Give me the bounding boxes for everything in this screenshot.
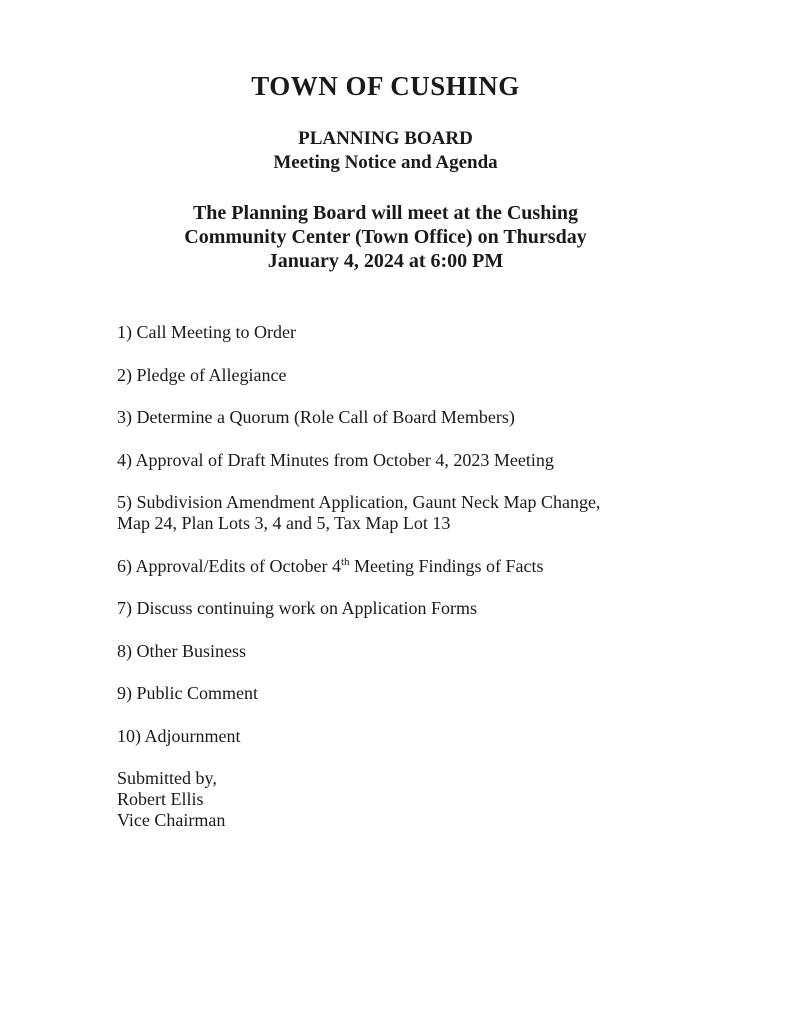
agenda-item-5 xyxy=(117,492,701,534)
agenda-item-2: 2) Pledge of Allegiance xyxy=(117,364,287,385)
agenda-item-6-text: 6) Approval/Edits of October 4 xyxy=(117,555,341,576)
subtitle-board-line: PLANNING BOARD xyxy=(298,128,473,149)
intro-line-3: January 4, 2024 at 6:00 PM xyxy=(267,250,504,272)
agenda-item-5-line-1: 5) Subdivision Amendment Application, Gaunt Neck Map Change, xyxy=(117,492,601,512)
agenda-item-6 xyxy=(117,556,701,577)
meeting-intro xyxy=(0,201,771,273)
agenda-item-4: 4) Approval of Draft Minutes from October 4, 2023 Meeting xyxy=(117,449,554,470)
agenda-item-5-line-2: Map 24, Plan Lots 3, 4 and 5, Tax Map Lot 13 xyxy=(117,513,451,533)
agenda-item-10: 10) Adjournment xyxy=(117,725,241,746)
signature-block xyxy=(117,768,791,831)
agenda-item-9: 9) Public Comment xyxy=(117,683,258,703)
agenda-item-8: 8) Other Business xyxy=(117,640,246,661)
signature-role: Vice Chairman xyxy=(117,810,226,830)
subtitle-notice-line: Meeting Notice and Agenda xyxy=(273,152,498,173)
document-subtitle xyxy=(0,127,771,175)
agenda-item-1: 1) Call Meeting to Order xyxy=(117,322,296,342)
signature-submitted-by: Submitted by, xyxy=(117,768,217,788)
signature-name: Robert Ellis xyxy=(117,789,204,809)
agenda-item-6-ordinal-suffix: th xyxy=(340,555,350,568)
intro-line-2: Community Center (Town Office) on Thursday xyxy=(184,226,587,248)
agenda-item-3: 3) Determine a Quorum (Role Call of Board Members) xyxy=(117,407,515,427)
agenda-item-7: 7) Discuss continuing work on Application Forms xyxy=(117,598,477,618)
agenda-item-6-text-continued: Meeting Findings of Facts xyxy=(349,555,544,576)
intro-line-1: The Planning Board will meet at the Cushing xyxy=(192,202,579,224)
document-header xyxy=(0,0,791,273)
page-title: TOWN OF CUSHING xyxy=(251,71,520,101)
agenda-list xyxy=(117,322,701,747)
